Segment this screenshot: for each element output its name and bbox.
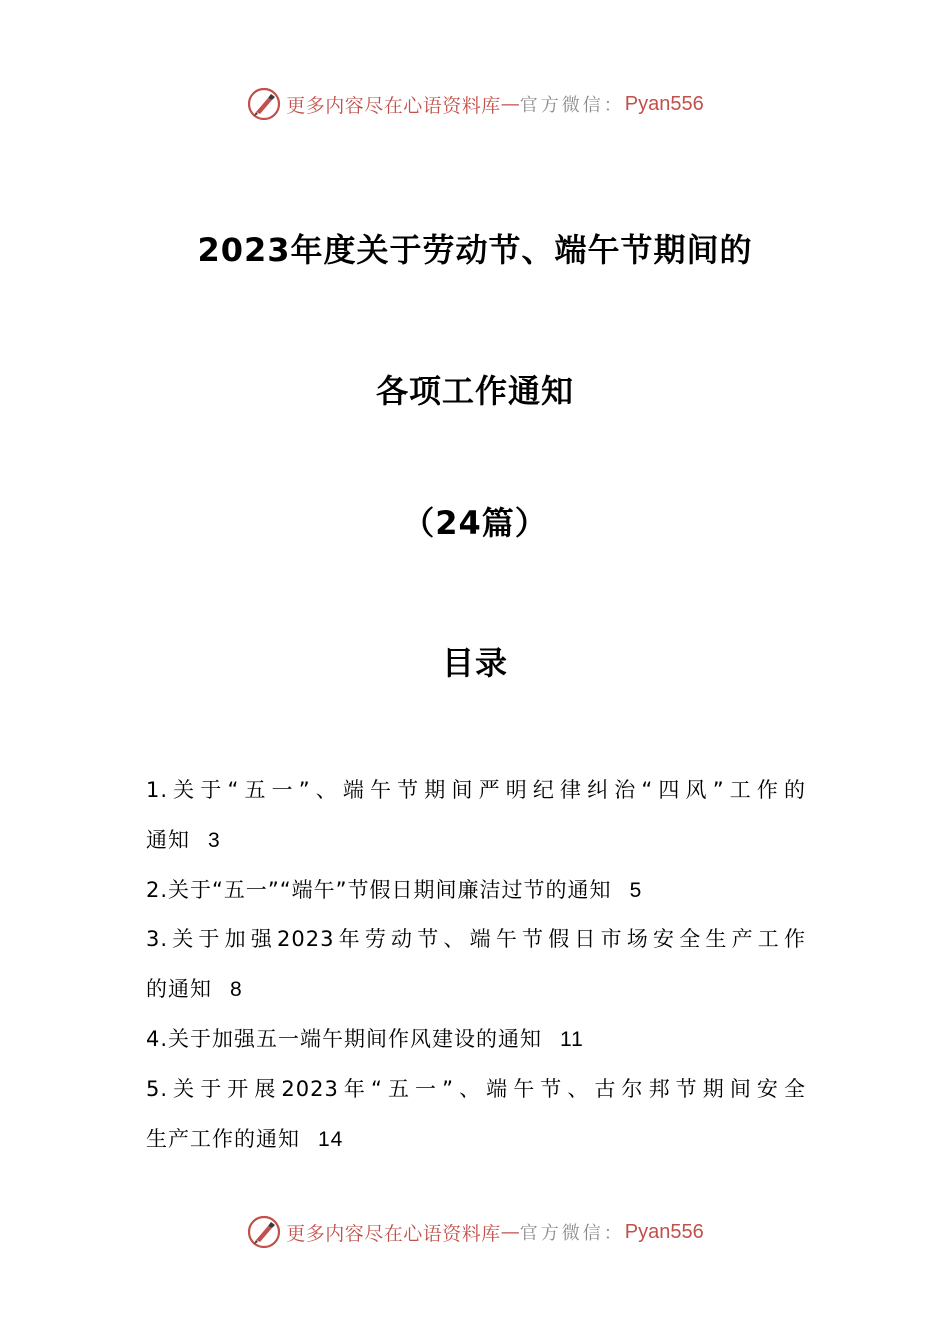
banner-wechat-id: Pyan556 <box>624 1220 704 1243</box>
pen-logo-icon <box>246 86 282 122</box>
banner-wechat-label: 官方微信： <box>519 95 625 116</box>
toc-item-3-line-2[interactable] <box>146 965 806 1015</box>
toc-item-2-text: 2.关于“五一”“端午”节假日期间廉洁过节的通知 <box>146 877 612 902</box>
toc-item-5-page: 14 <box>318 1127 344 1151</box>
toc-item-2[interactable] <box>146 866 806 916</box>
pen-logo-icon <box>246 1214 282 1250</box>
toc-item-1-text-end: 通知 <box>146 827 190 852</box>
footer-banner <box>0 1210 950 1254</box>
toc-item-1-line-2[interactable] <box>146 816 806 866</box>
banner-separator: — <box>500 1221 520 1243</box>
toc-item-5-line-2[interactable] <box>146 1115 806 1165</box>
toc-item-4-text: 4.关于加强五一端午期间作风建设的通知 <box>146 1026 543 1051</box>
toc-item-1-page: 3 <box>208 828 221 852</box>
banner-wechat-id: Pyan556 <box>624 92 704 115</box>
table-of-contents <box>146 766 806 1164</box>
toc-item-4-page: 11 <box>560 1027 584 1051</box>
banner-wechat-label: 官方微信： <box>519 1223 625 1244</box>
document-title-line-1: 2023年度关于劳动节、端午节期间的 <box>197 231 753 269</box>
banner-text: 更多内容尽在心语资料库 <box>286 94 501 117</box>
toc-item-3-page: 8 <box>230 978 243 1002</box>
toc-item-5-text-end: 生产工作的通知 <box>146 1126 300 1151</box>
banner-text: 更多内容尽在心语资料库 <box>286 1222 501 1245</box>
toc-item-4[interactable] <box>146 1015 806 1065</box>
banner-separator: — <box>500 93 520 115</box>
document-count: （24篇） <box>402 504 548 542</box>
header-banner <box>0 82 950 126</box>
toc-heading: 目录 <box>441 644 508 682</box>
toc-item-5-line-1[interactable]: 5.关于开展2023年“五一”、端午节、古尔邦节期间安全 <box>146 1076 806 1101</box>
toc-item-1-line-1[interactable]: 1.关于“五一”、端午节期间严明纪律纠治“四风”工作的 <box>146 778 806 802</box>
toc-item-3-line-1[interactable]: 3.关于加强2023年劳动节、端午节假日市场安全生产工作 <box>146 927 806 952</box>
toc-item-2-page: 5 <box>629 878 643 902</box>
toc-item-3-text-end: 的通知 <box>146 977 212 1002</box>
document-title-line-2: 各项工作通知 <box>375 372 574 410</box>
